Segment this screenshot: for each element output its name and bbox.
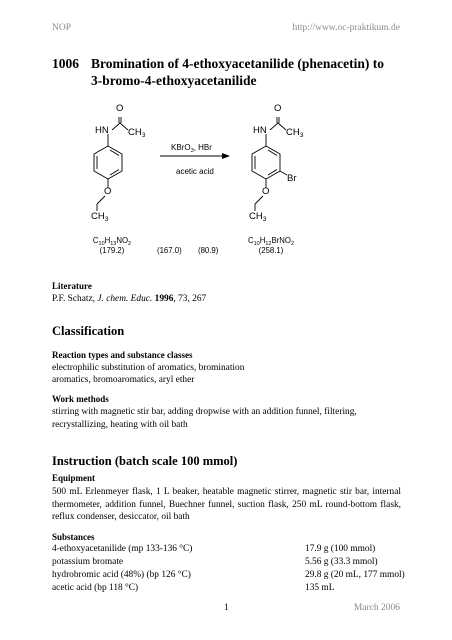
substance-row (52, 570, 412, 580)
product-ch3: $CH_3$ (286, 127, 304, 139)
page-number: 1 (224, 603, 229, 613)
substance-amount: 135 mL (305, 583, 335, 593)
product-ether-o: O (262, 186, 270, 197)
reagent-below: acetic acid (176, 167, 214, 176)
work-methods-heading: Work methods (52, 394, 109, 404)
reagent-mw-2: (80.9) (198, 246, 219, 255)
reactant-mw: (179.2) (99, 246, 125, 255)
product-br: Br (287, 173, 297, 184)
equipment-heading: Equipment (52, 473, 96, 483)
citation-authors: P.F. Schatz, (52, 294, 98, 304)
title-number: 1006 (52, 56, 79, 71)
substance-name: hydrobromic acid (48%) (bp 126 °C) (52, 570, 191, 580)
reactant-formula: $C_{10}H_{13}NO_2$ (179.2) (92, 236, 132, 255)
citation-rest: , 73, 267 (173, 294, 207, 304)
reactant-ch3: $CH_3$ (128, 127, 146, 139)
substance-row (52, 557, 412, 567)
reaction-types-heading: Reaction types and substance classes (52, 350, 193, 360)
reactant-hn: HN (95, 125, 109, 136)
header-url[interactable]: http://www.oc-praktikum.de (292, 23, 400, 33)
reactant-carbonyl-o: O (116, 103, 124, 114)
product-carbonyl-o: O (274, 103, 282, 114)
citation-year: 1996 (154, 294, 174, 304)
substances-heading: Substances (52, 532, 95, 542)
header-left: NOP (52, 23, 72, 33)
footer-date: March 2006 (353, 603, 400, 613)
work-methods-text: stirring with magnetic stir bar, adding dropwise with an addition funnel, filtering, recrystallizing, heating with oil bath (52, 407, 357, 430)
reaction-types-line-2: aromatics, bromoaromatics, aryl ether (52, 375, 195, 385)
title-line-2: 3-bromo-4-ethoxyacetanilide (91, 73, 257, 88)
substance-row (52, 544, 412, 554)
page-title (91, 55, 421, 89)
classification-heading: Classification (52, 324, 125, 338)
product-formula: $C_{10}H_{12}BrNO_2$ (258.1) (248, 236, 294, 255)
substance-name: potassium bromate (52, 557, 124, 567)
substance-amount: 29.8 g (20 mL, 177 mmol) (305, 570, 405, 580)
substance-name: acetic acid (bp 118 °C) (52, 583, 139, 593)
equipment-text: 500 mL Erlenmeyer flask, 1 L beaker, heatable magnetic stirrer, magnetic stir bar, internal thermometer, addition funnel, Buechner funnel, suction flask, 250 mL round-bottom flask, reflux condenser, desiccator, oil bath (52, 487, 401, 523)
title-line-1: Bromination of 4-ethoxyacetanilide (phenacetin) to (91, 56, 384, 71)
reactant-ether-o: O (104, 186, 112, 197)
reaction-types-line-1: electrophilic substitution of aromatics, bromination (52, 363, 245, 373)
substance-amount: 17.9 g (100 mmol) (305, 544, 376, 554)
reaction-scheme (0, 95, 452, 265)
instruction-heading: Instruction (batch scale 100 mmol) (52, 454, 238, 468)
substance-row (52, 583, 412, 593)
literature-heading: Literature (52, 281, 92, 291)
reagent-above: KBrO$_3$, HBr (171, 143, 212, 154)
literature-citation (52, 293, 206, 306)
product-ethyl-ch3: $CH_3$ (249, 211, 267, 223)
product-mw: (258.1) (258, 246, 284, 255)
product-hn: HN (253, 125, 267, 136)
reactant-ethyl-ch3: $CH_3$ (91, 211, 109, 223)
substance-amount: 5.56 g (33.3 mmol) (305, 557, 378, 567)
citation-journal: J. chem. Educ. (97, 294, 153, 304)
substance-name: 4-ethoxyacetanilide (mp 133-136 °C) (52, 544, 193, 554)
reagent-mw-1: (167.0) (157, 246, 182, 255)
